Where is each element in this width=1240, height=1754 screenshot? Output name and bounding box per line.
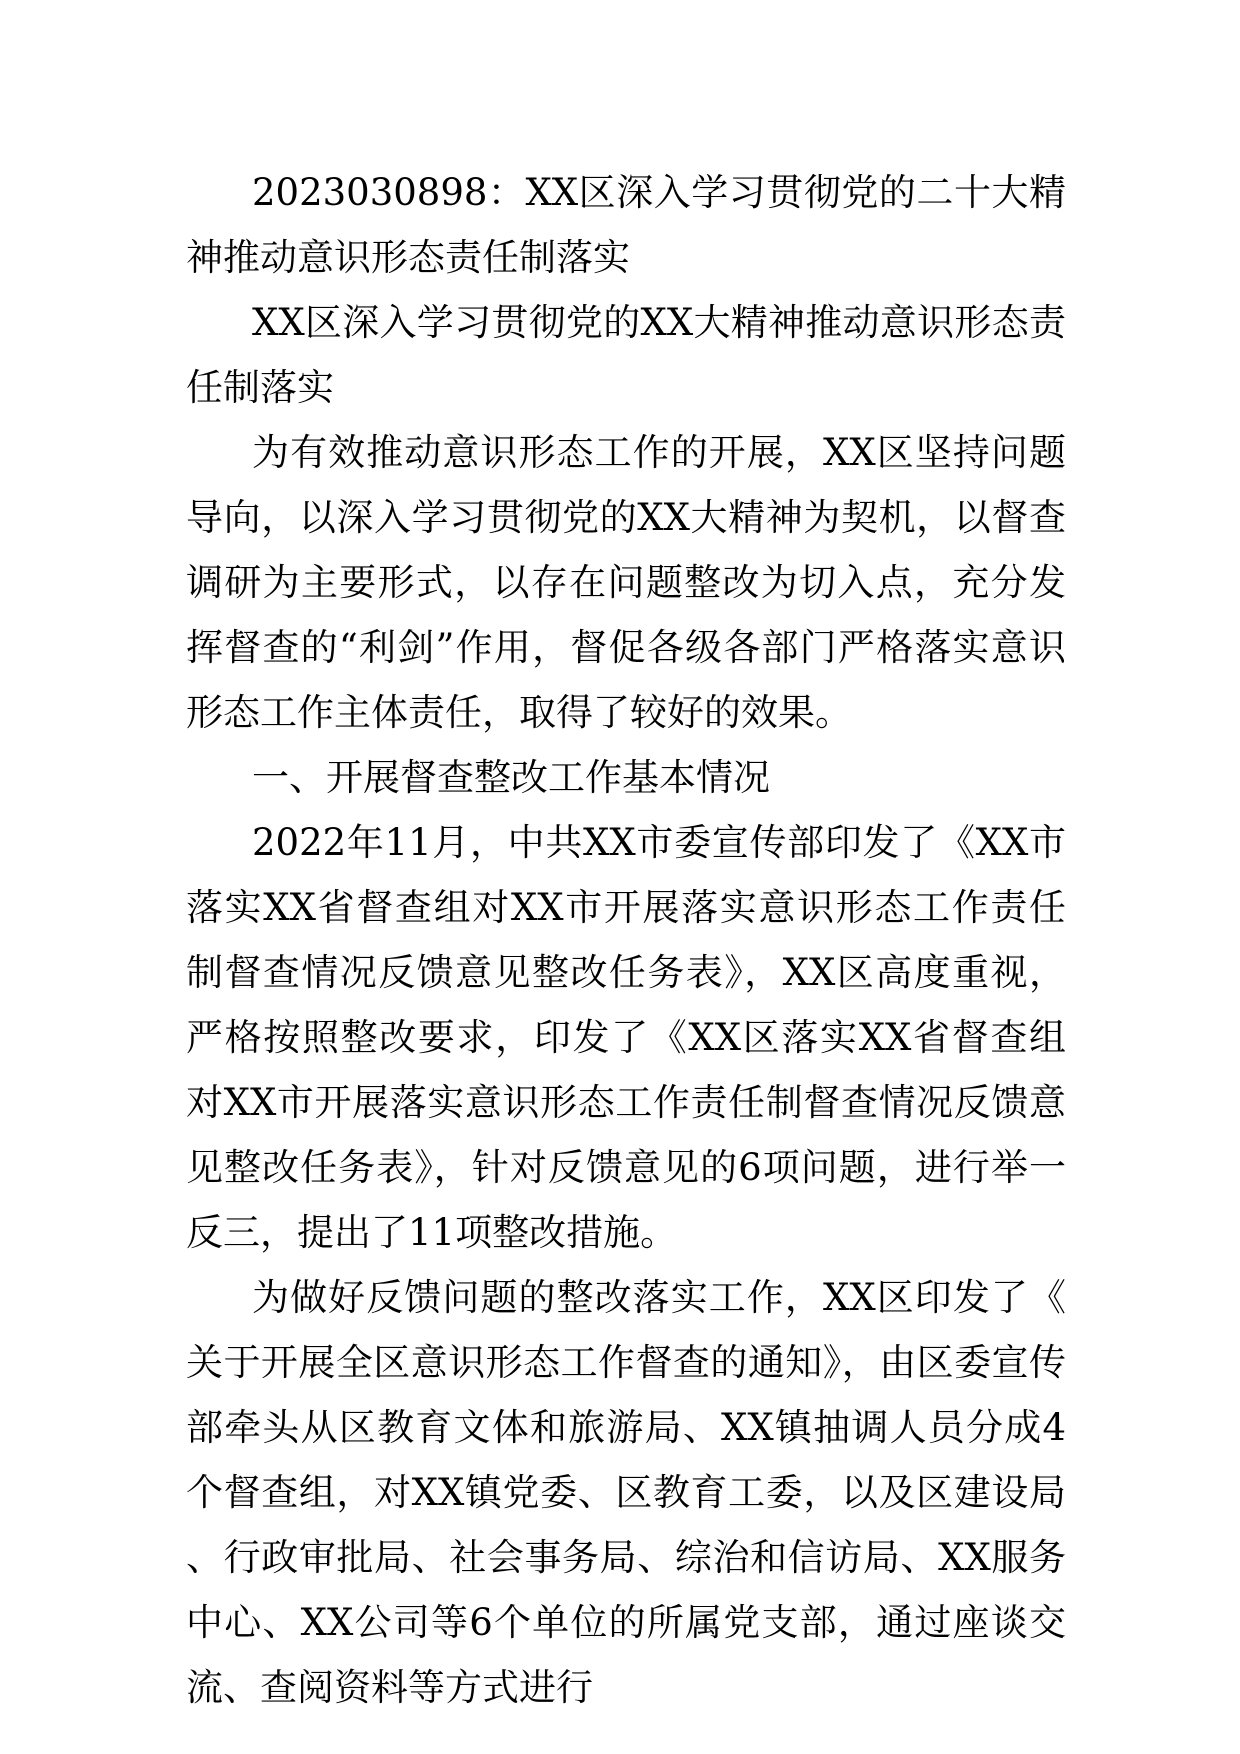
document-body — [186, 160, 1066, 1720]
document-subtitle: XX区深入学习贯彻党的XX大精神推动意识形态责任制落实 — [186, 301, 1066, 409]
body-paragraph: 2022年11月，中共XX市委宣传部印发了《XX市落实XX省督查组对XX市开展落实意识形态工作责任制督查情况反馈意见整改任务表》，XX区高度重视，严格按照整改要求，印发了《XX区落实XX省督查组对XX市开展落实意识形态工作责任制督查情况反馈意见整改任务表》，针对反馈意见的6项问题，进行举一反三，提出了11项整改措施。 — [186, 821, 1066, 1254]
document-title: 2023030898：XX区深入学习贯彻党的二十大精神推动意识形态责任制落实 — [186, 171, 1066, 279]
intro-paragraph: 为有效推动意识形态工作的开展，XX区坚持问题导向，以深入学习贯彻党的XX大精神为契机，以督查调研为主要形式，以存在问题整改为切入点，充分发挥督查的“利剑”作用，督促各级各部门严格落实意识形态工作主体责任，取得了较好的效果。 — [186, 431, 1066, 734]
body-paragraph: 为做好反馈问题的整改落实工作，XX区印发了《关于开展全区意识形态工作督查的通知》，由区委宣传部牵头从区教育文体和旅游局、XX镇抽调人员分成4个督查组，对XX镇党委、区教育工委，以及区建设局、行政审批局、社会事务局、综治和信访局、XX服务中心、XX公司等6个单位的所属党支部，通过座谈交流、查阅资料等方式进行 — [186, 1276, 1066, 1709]
section-heading: 一、开展督查整改工作基本情况 — [252, 756, 770, 799]
